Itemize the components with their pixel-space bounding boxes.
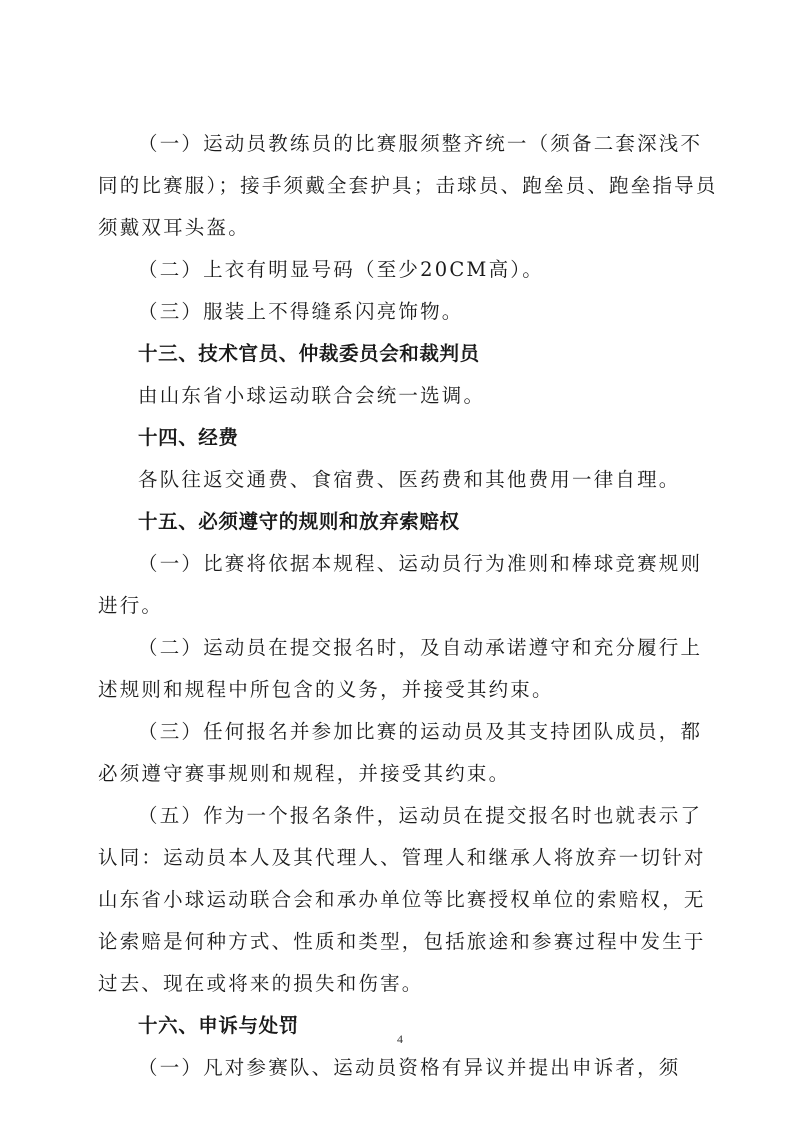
section-heading: 十五、必须遵守的规则和放弃索赔权 — [138, 510, 460, 533]
paragraph-line: 认同：运动员本人及其代理人、管理人和继承人将放弃一切针对 — [98, 846, 706, 869]
paragraph-line: 进行。 — [98, 594, 164, 617]
paragraph-line: （一）凡对参赛队、运动员资格有异议并提出申诉者，须 — [138, 1056, 681, 1079]
paragraph-line: （三）任何报名并参加比赛的运动员及其支持团队成员，都 — [138, 720, 703, 743]
paragraph-line: 须戴双耳头盔。 — [98, 216, 250, 239]
paragraph-line: 论索赔是何种方式、性质和类型，包括旅途和参赛过程中发生于 — [98, 930, 706, 953]
paragraph-line: （五）作为一个报名条件，运动员在提交报名时也就表示了 — [138, 804, 703, 827]
paragraph-line: 述规则和规程中所包含的义务，并接受其约束。 — [98, 678, 554, 701]
paragraph-line: 过去、现在或将来的损失和伤害。 — [98, 972, 424, 995]
paragraph-line: （一）比赛将依据本规程、运动员行为准则和棒球竞赛规则 — [138, 552, 703, 575]
paragraph-line: 必须遵守赛事规则和规程，并接受其约束。 — [98, 762, 511, 785]
paragraph-line: （三）服装上不得缝系闪亮饰物。 — [138, 300, 464, 323]
paragraph-line: （二）上衣有明显号码（至少20CM高）。 — [138, 258, 544, 281]
paragraph-line: 山东省小球运动联合会和承办单位等比赛授权单位的索赔权，无 — [98, 888, 706, 911]
page-number: 4 — [397, 1032, 403, 1046]
paragraph-line: （一）运动员教练员的比赛服须整齐统一（须备二套深浅不 — [138, 132, 703, 155]
paragraph-line: 各队往返交通费、食宿费、医药费和其他费用一律自理。 — [138, 468, 681, 491]
section-heading: 十六、申诉与处罚 — [138, 1014, 299, 1037]
paragraph-line: （二）运动员在提交报名时，及自动承诺遵守和充分履行上 — [138, 636, 703, 659]
paragraph-line: 同的比赛服）；接手须戴全套护具；击球员、跑垒员、跑垒指导员 — [98, 174, 718, 197]
section-heading: 十三、技术官员、仲裁委员会和裁判员 — [138, 342, 480, 365]
paragraph-line: 由山东省小球运动联合会统一选调。 — [138, 384, 486, 407]
section-heading: 十四、经费 — [138, 426, 239, 449]
